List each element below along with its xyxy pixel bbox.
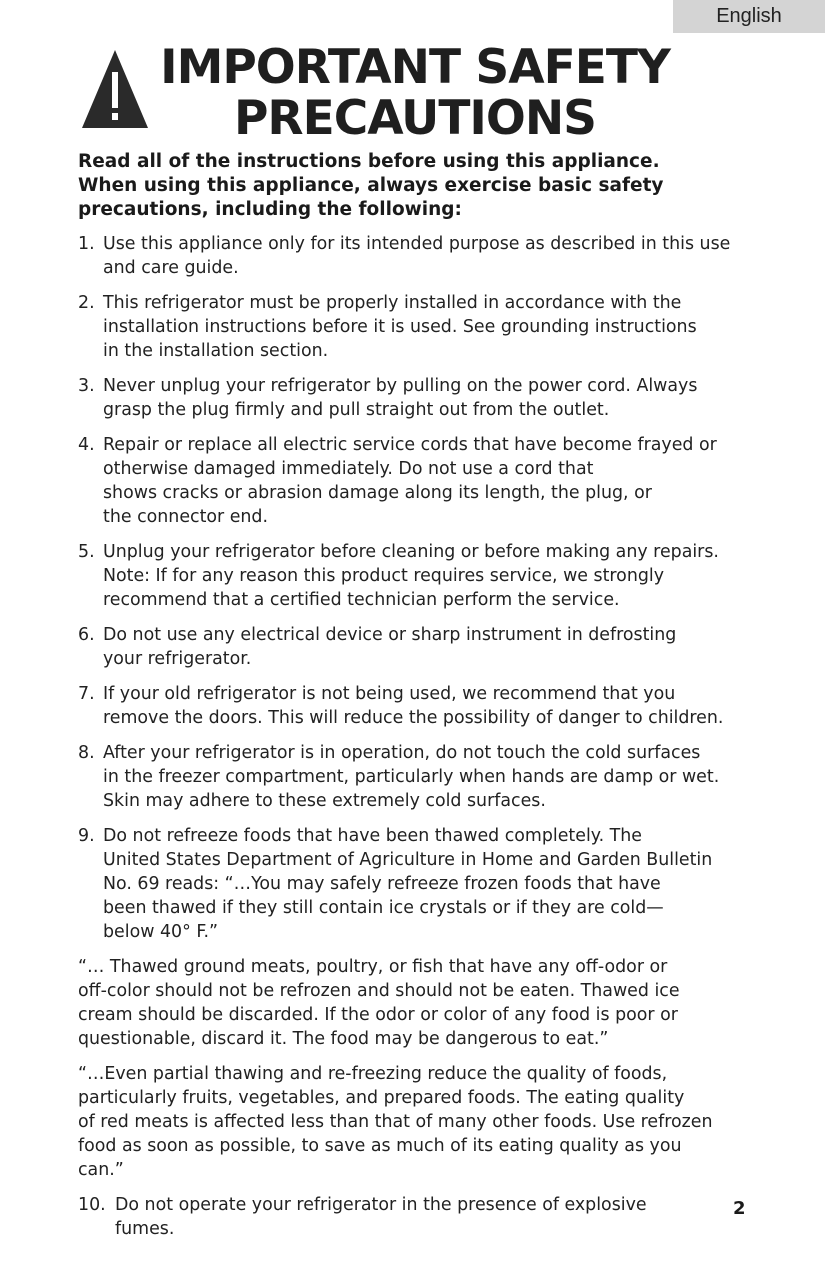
list-item: 6. Do not use any electrical device or sharp instrument in defrosting your refrigerator.	[78, 625, 677, 669]
list-item: 10. Do not operate your refrigerator in the presence of explosive fumes.	[78, 1195, 647, 1239]
list-item: 5. Unplug your refrigerator before cleaning or before making any repairs. Note: If for any reason this product requires service, we strongly recommend that a certified technician perform the service.	[78, 542, 719, 610]
list-item: 4. Repair or replace all electric service cords that have become frayed or otherwise damaged immediately. Do not use a cord that shows cracks or abrasion damage along its length, the plug, or the connector end.	[78, 435, 717, 527]
title-line: PRECAUTIONS	[233, 91, 597, 146]
list-item: 1. Use this appliance only for its intended purpose as described in this use and care guide.	[78, 234, 731, 278]
page-title	[150, 42, 680, 144]
list-item: 7. If your old refrigerator is not being used, we recommend that you remove the doors. This will reduce the possibility of danger to children.	[78, 684, 724, 728]
title-line: IMPORTANT SAFETY	[160, 40, 670, 95]
list-item: 2. This refrigerator must be properly installed in accordance with the installation instructions before it is used. See grounding instructions in the installation section.	[78, 293, 697, 361]
quote-paragraph: “…Even partial thawing and re-freezing reduce the quality of foods, particularly fruits, vegetables, and prepared foods. The eating quality of red meats is affected less than that of many other foods. Use refrozen food as soon as possible, to save as much of its eating quality as you can.”	[78, 1064, 713, 1180]
warning-triangle-icon	[82, 50, 148, 128]
intro-text: Read all of the instructions before using this appliance. When using this appliance, always exercise basic safety precautions, including the following:	[78, 151, 664, 220]
list-item: 3. Never unplug your refrigerator by pulling on the power cord. Always grasp the plug firmly and pull straight out from the outlet.	[78, 376, 698, 420]
list-item: 9. Do not refreeze foods that have been thawed completely. The United States Department of Agriculture in Home and Garden Bulletin No. 69 reads: “…You may safely refreeze frozen foods that have been thawed if they still contain ice crystals or if they are cold— below 40° F.”	[78, 826, 713, 942]
precautions-list	[78, 232, 758, 1252]
language-tab[interactable]: English	[673, 0, 825, 33]
quote-paragraph: “… Thawed ground meats, poultry, or fish that have any off-odor or off-color should not be refrozen and should not be eaten. Thawed ice cream should be discarded. If the odor or color of any food is poor or questionable, discard it. The food may be dangerous to eat.”	[78, 957, 680, 1049]
page-number: 2	[733, 1198, 746, 1219]
list-item: 8. After your refrigerator is in operation, do not touch the cold surfaces in the freezer compartment, particularly when hands are damp or wet. Skin may adhere to these extremely cold surfaces.	[78, 743, 720, 811]
